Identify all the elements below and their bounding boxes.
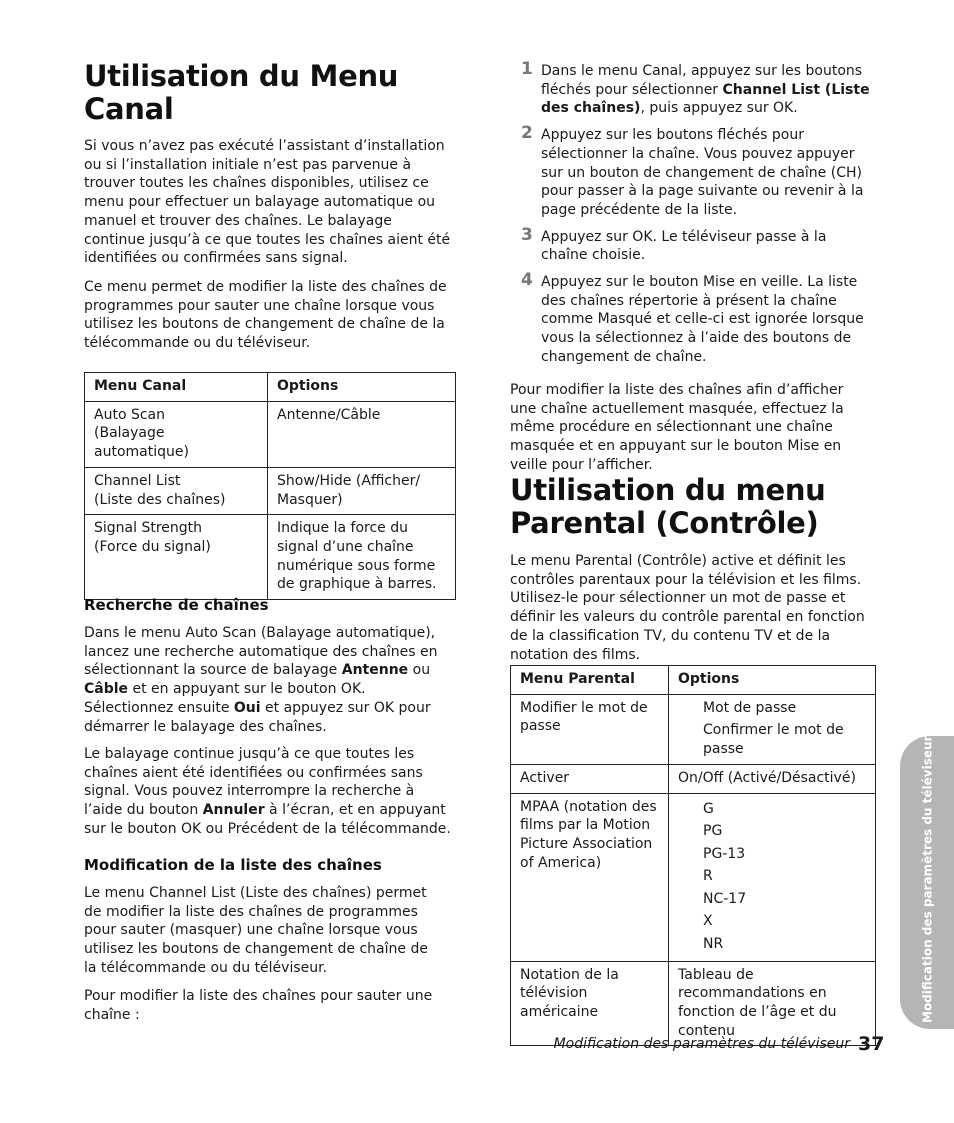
bold-term: Antenne [341,662,409,679]
table-row [85,515,456,600]
option-item: R [703,868,713,885]
search-paragraph-1 [84,624,452,736]
text-run: Appuyez sur OK. Le téléviseur passe à la chaîne choisie. [541,228,827,264]
section-title-canal: Utilisation du Menu Canal [84,59,399,126]
parental-menu-table [510,665,876,1046]
section-title-parental: Utilisation du menu Parental (Contrôle) [510,473,826,540]
step-number: 3 [521,224,533,245]
table-cell-menu: MPAA (notation des films par la Motion Picture Association of America) [511,793,669,961]
list-item [510,224,876,265]
table-cell-options: Indique la force du signal d’une chaîne numérique sous forme de graphique à barres. [268,515,456,600]
table-cell-options [669,793,876,961]
table-cell-options: Antenne/Câble [268,401,456,467]
table-row [85,401,456,467]
text-run: et appuyez sur OK pour démarrer le balayage des chaînes. [84,699,431,735]
table-header-options: Options [669,666,876,695]
table-cell-options: Show/Hide (Afficher/ Masquer) [268,467,456,514]
option-item: G [703,800,714,817]
list-item [510,123,876,220]
text-run: Appuyez sur le bouton Mise en veille. La liste des chaînes répertorie à présent la chaîne comme Masqué et celle-ci est ignorée lorsque vous la sélectionnez à l’aide des boutons de changement de chaîne. [541,274,864,365]
option-item: NR [703,936,724,953]
text-run: Appuyez sur les boutons fléchés pour sélectionner la chaîne. Vous pouvez appuyer sur un bouton de changement de chaîne (CH) pour passer à la page suivante ou revenir à la page précédente de la liste. [541,127,864,218]
bold-term: Oui [233,699,261,716]
table-row [85,467,456,514]
option-item: NC-17 [703,890,747,907]
table-cell-menu [85,401,268,467]
search-paragraph-2 [84,745,452,839]
menu-item-name: Auto Scan [94,406,165,423]
heading-modification: Modification de la liste des chaînes [84,856,382,874]
table-cell-menu [85,467,268,514]
table-header-menu: Menu Parental [511,666,669,695]
after-steps-paragraph: Pour modifier la liste des chaînes afin d’afficher une chaîne actuellement masquée, effectuez la même procédure en sélectionnant une chaîne masquée et en appuyant sur le bouton Mise en veille pour l’afficher. [510,382,844,473]
text-run: Dans le menu Canal, appuyez sur les boutons fléchés pour sélectionner [541,63,863,98]
table-header-row [511,666,876,695]
option-list [678,798,866,956]
page-number: 37 [858,1033,885,1055]
option-list [678,699,866,759]
step-number: 4 [521,270,533,291]
heading-recherche: Recherche de chaînes [84,596,269,614]
step-number: 2 [521,123,533,144]
modify-paragraph-2: Pour modifier la liste des chaînes pour sauter une chaîne : [84,988,433,1023]
option-item: PG-13 [703,845,746,862]
menu-item-name: Channel List [94,472,181,489]
text-run: ou [408,662,431,679]
option-item: X [703,913,713,930]
list-item [510,59,876,118]
table-cell-menu: Modifier le mot de passe [511,694,669,764]
running-footer: Modification des paramètres du téléviseur [553,1036,850,1052]
intro-paragraph-2: Ce menu permet de modifier la liste des chaînes de programmes pour sauter une chaîne lorsque vous utilisez les boutons de changement de chaîne de la télécommande ou du téléviseur. [84,279,447,352]
table-cell-menu [85,515,268,600]
table-row [511,793,876,961]
menu-item-translation: (Force du signal) [94,538,211,555]
table-header-options: Options [268,373,456,402]
text-run: à l’écran, et en appuyant sur le bouton OK ou Précédent de la télécommande. [84,802,451,837]
list-item [510,270,876,367]
step-number: 1 [521,59,533,79]
table-row [511,694,876,764]
table-header-row [85,373,456,402]
bold-term: Channel List (Liste des chaînes) [541,81,870,117]
text-run: Dans le menu Auto Scan (Balayage automatique), lancez une recherche automatique des chaînes en sélectionnant la source de balayage [84,625,438,679]
text-run: et en appuyant sur le bouton OK. Sélectionnez ensuite [84,681,366,716]
modify-paragraph-1: Le menu Channel List (Liste des chaînes) permet de modifier la liste des chaînes de programmes pour sauter (masquer) une chaîne lorsque vous utilisez les boutons de changement de chaîne de la télécommande ou du téléviseur. [84,885,428,976]
text-run: Le balayage continue jusqu’à ce que toutes les chaînes aient été identifiées ou confirmées sans signal. Vous pouvez interrompre la recherche à l’aide du bouton [84,746,423,819]
text-run: , puis appuyez sur OK. [640,100,798,117]
intro-paragraph-1: Si vous n’avez pas exécuté l’assistant d’installation ou si l’installation initiale n’est pas parvenue à trouver toutes les chaînes disponibles, utilisez ce menu pour effectuer un balayage automatique ou manuel et trouver des chaînes. Le balayage continue jusqu’à ce que toutes les chaînes aient été identifiées ou confirmées sans signal. [84,138,451,267]
table-cell-menu: Activer [511,764,669,793]
menu-item-translation: (Balayage automatique) [94,425,189,461]
menu-item-name: Signal Strength [94,520,203,537]
steps-list [510,59,876,367]
bold-term: Câble [84,681,129,698]
table-header-menu: Menu Canal [85,373,268,402]
option-item: Confirmer le mot de passe [703,722,844,758]
chapter-side-tab-label: Modification des paramètres du téléviseur [920,735,935,1023]
table-cell-options [669,694,876,764]
table-row [511,764,876,793]
bold-term: Annuler [202,802,265,819]
option-item: PG [703,823,723,840]
option-item: Mot de passe [703,699,797,716]
table-row [511,961,876,1046]
table-cell-options: On/Off (Activé/Désactivé) [669,764,876,793]
table-cell-menu: Notation de la télévision américaine [511,961,669,1046]
table-cell-options: Tableau de recommandations en fonction de l’âge et du contenu [669,961,876,1046]
parental-intro: Le menu Parental (Contrôle) active et définit les contrôles parentaux pour la télévision et les films. Utilisez-le pour sélectionner un mot de passe et définir les valeurs du contrôle parental en fonction de la classification TV, du contenu TV et de la notation des films. [510,553,865,663]
menu-item-translation: (Liste des chaînes) [94,491,226,508]
canal-menu-table [84,372,456,600]
